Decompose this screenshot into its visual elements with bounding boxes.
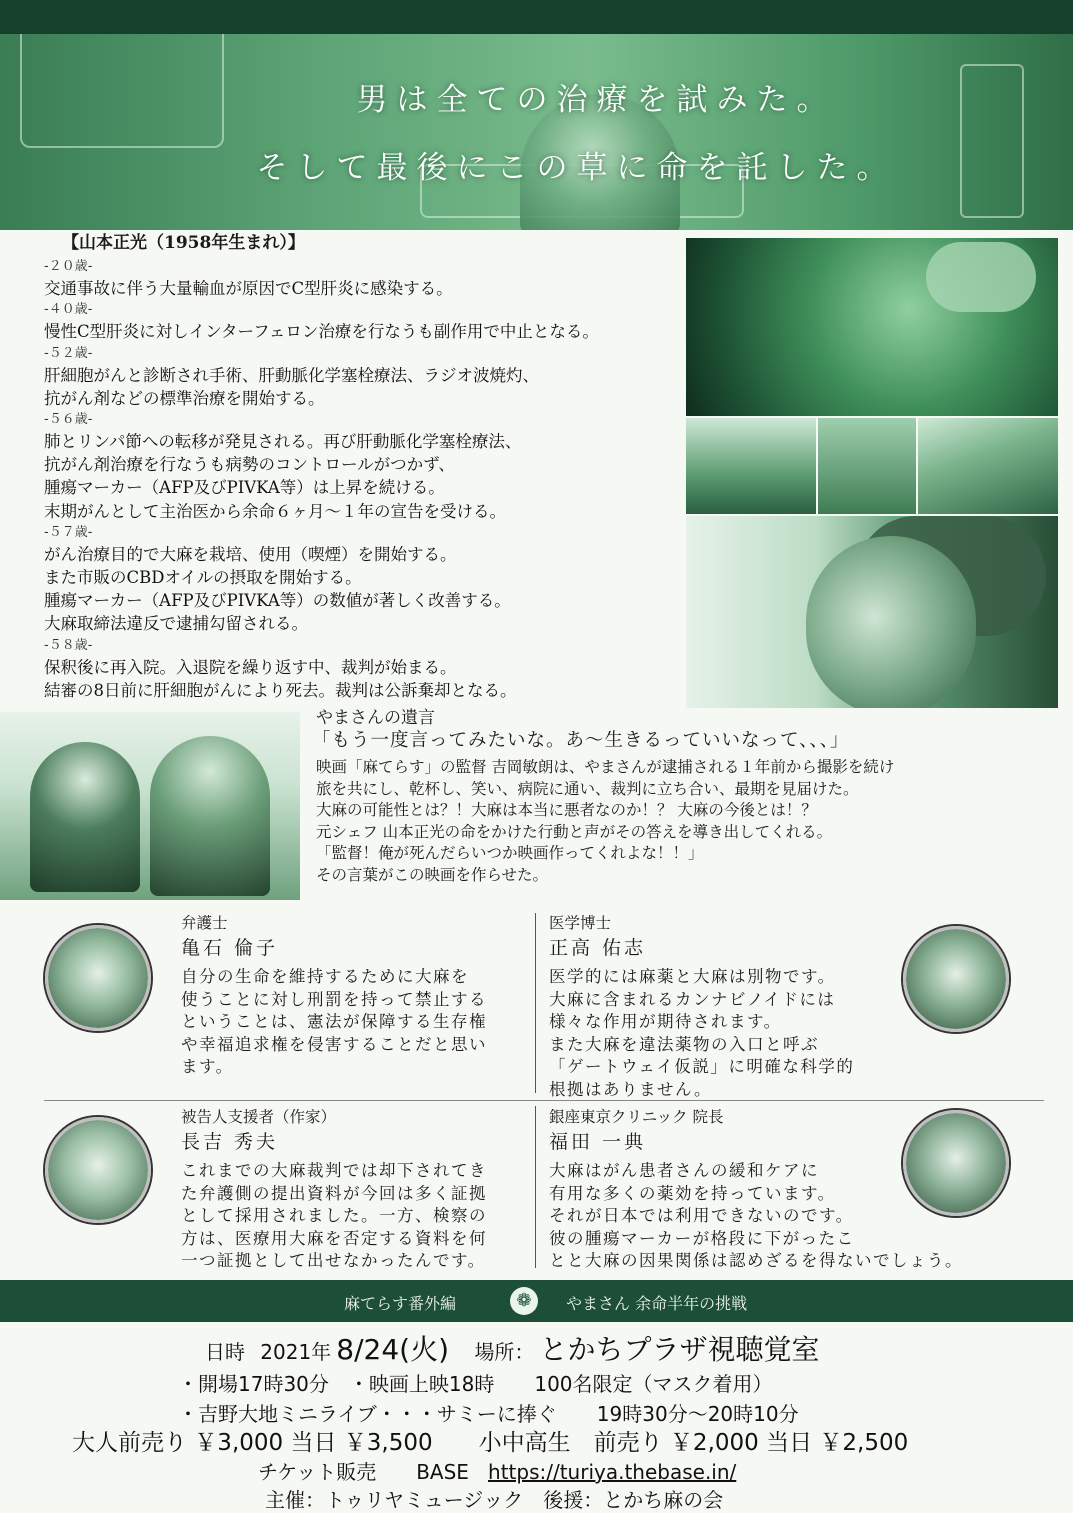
bio-line: 大麻取締法違反で逮捕勾留される。 <box>44 614 308 634</box>
hand-shape <box>926 242 1036 312</box>
comment-line: これまでの大麻裁判では却下されてき <box>181 1161 487 1180</box>
legacy-line: 映画「麻てらす」の監督 吉岡敏朗は、やまさんが逮捕される１年前から撮影を続け <box>316 758 895 776</box>
comment-name: 長吉 秀夫 <box>181 1131 279 1153</box>
portrait-nagayoshi <box>45 1117 151 1223</box>
comment-line: 「ゲートウェイ仮説」に明確な科学的 <box>549 1057 855 1076</box>
bio-line: また市販のCBDオイルの摂取を開始する。 <box>44 568 362 588</box>
comment-line: として採用されました。一方、検察の <box>181 1206 487 1225</box>
bio-line: 交通事故に伴う大量輸血が原因でC型肝炎に感染する。 <box>44 279 453 299</box>
bio-age: -５６歳- <box>44 412 93 428</box>
place-name: とかちプラザ視聴覚室 <box>539 1333 820 1366</box>
organizer-line: 主催：トゥリヤミュージック 後援：とかち麻の会 <box>265 1488 724 1512</box>
comment-card <box>181 911 531 1079</box>
comment-name: 亀石 倫子 <box>181 937 279 959</box>
bio-line: 保釈後に再入院。入退院を繰り返す中、裁判が始まる。 <box>44 657 457 677</box>
band-left-title: 麻てらす番外編 <box>344 1294 457 1313</box>
bio-line: 腫瘍マーカー（AFP及びPIVKA等）は上昇を続ける。 <box>44 478 445 498</box>
bio-age: -５８歳- <box>44 637 93 653</box>
bio-age: -５７歳- <box>44 524 93 540</box>
bio-line: 抗がん剤治療を行なうも病勢のコントロールがつかず、 <box>44 455 455 475</box>
umbrella-photo <box>686 418 816 514</box>
price-line: 大人前売り ￥3,000 当日 ￥3,500 小中高生 前売り ￥2,000 当日 ￥2,500 <box>72 1430 909 1456</box>
comment-line: 大麻に含まれるカンナビノイドには <box>549 989 836 1009</box>
legacy-section <box>312 708 1056 886</box>
comment-role: 銀座東京クリニック 院長 <box>549 1108 724 1126</box>
legacy-line: 大麻の可能性とは？！大麻は本当に悪者なのか！？ 大麻の今後とは！？ <box>316 801 817 819</box>
schedule-line-2: ・吉野大地ミニライブ・・・サミーに捧ぐ 19時30分〜20時10分 <box>178 1402 799 1426</box>
date-year: 2021年 <box>260 1340 332 1364</box>
comment-name: 正高 佑志 <box>549 937 647 959</box>
comment-role: 弁護士 <box>181 914 228 932</box>
schedule-line-1: ・開場17時30分 ・映画上映18時 100名限定（マスク着用） <box>178 1372 773 1396</box>
comment-line: ということは、憲法が保障する生存権 <box>181 1012 487 1031</box>
person-left-shape <box>30 742 140 892</box>
comment-card <box>549 911 889 1101</box>
comment-role: 医学博士 <box>549 914 612 932</box>
divider-vertical <box>535 1106 536 1268</box>
band-right-title: やまさん 余命半年の挑戦 <box>566 1294 748 1313</box>
legacy-heading: やまさんの遺言 <box>316 708 435 728</box>
comment-line: 方は、医療用大麻を否定する資料を何 <box>181 1228 487 1248</box>
bio-line: 慢性C型肝炎に対しインターフェロン治療を行なうも副作用で中止となる。 <box>44 322 599 342</box>
ticket-url-link[interactable]: https://turiya.thebase.in/ <box>488 1460 737 1484</box>
portrait-kameishi <box>45 925 151 1031</box>
bio-line: 結審の8日前に肝細胞がんにより死去。裁判は公訴棄却となる。 <box>44 680 517 700</box>
cannabis-leaf-photo <box>686 238 1058 416</box>
comment-line: 使うことに対し刑罰を持って禁止する <box>181 989 487 1009</box>
comment-line: また大麻を違法薬物の入口と呼ぶ <box>549 1034 819 1054</box>
hero-banner <box>0 34 1073 230</box>
bio-line: がん治療目的で大麻を栽培、使用（喫煙）を開始する。 <box>44 544 457 564</box>
bio-age: -４０歳- <box>44 302 93 318</box>
portrait-masataka <box>903 926 1009 1032</box>
bio-age: -２０歳- <box>44 259 93 275</box>
comment-card <box>181 1105 531 1273</box>
bio-line: 肺とリンパ節への転移が発見される。再び肝動脈化学塞栓療法、 <box>44 432 522 452</box>
comment-line: や幸福追求権を侵害することだと思い <box>181 1034 487 1054</box>
comment-line: 彼の腫瘍マーカーが格段に下がったこ <box>549 1228 855 1248</box>
photo-collage <box>686 238 1058 708</box>
biography <box>44 232 684 702</box>
hero-line-2: そして最後にこの草に命を託した。 <box>256 150 897 186</box>
comment-line: それが日本では利用できないのです。 <box>549 1206 854 1225</box>
top-strip <box>0 0 1073 34</box>
comment-line: 様々な作用が期待されます。 <box>549 1012 782 1031</box>
comment-line: 医学的には麻薬と大麻は別物です。 <box>549 967 836 986</box>
face-shape <box>806 536 976 708</box>
place-label: 場所： <box>474 1340 535 1364</box>
comment-line: 大麻はがん患者さんの緩和ケアに <box>549 1161 819 1180</box>
comment-name: 福田 一典 <box>549 1131 647 1153</box>
comment-line: た弁護側の提出資料が今回は多く証拠 <box>181 1183 487 1203</box>
person-right-camera-shape <box>150 736 270 896</box>
divider-horizontal <box>44 1100 1044 1101</box>
comment-line: 有用な多くの薬効を持っています。 <box>549 1183 836 1203</box>
title-band <box>0 1280 1073 1322</box>
legacy-line: 旅を共にし、乾杯し、笑い、病院に通い、裁判に立ち合い、最期を見届けた。 <box>316 779 859 798</box>
bio-line: 末期がんとして主治医から余命６ヶ月〜１年の宣告を受ける。 <box>44 501 506 521</box>
date-main: 8/24(火) <box>336 1333 449 1366</box>
date-place-row <box>205 1328 820 1368</box>
comment-card <box>549 1105 969 1273</box>
drinking-man-photo <box>918 418 1058 514</box>
bio-age: -５２歳- <box>44 345 93 361</box>
ticket-label: チケット販売 BASE <box>258 1460 469 1484</box>
bio-heading: 【山本正光（1958年生まれ）】 <box>62 233 305 253</box>
two-men-photo <box>0 712 300 900</box>
man-profile-photo <box>686 516 1058 708</box>
comment-line: 一つ証拠として出せなかったんです。 <box>181 1251 486 1270</box>
hero-line-1: 男は全ての治療を試みた。 <box>356 82 837 118</box>
comment-line: 根拠はありません。 <box>549 1079 712 1099</box>
legacy-line: 元シェフ 山本正光の命をかけた行動と声がその答えを導き出してくれる。 <box>316 822 833 841</box>
divider-vertical <box>535 913 536 1093</box>
comment-line: 自分の生命を維持するために大麻を <box>181 967 469 986</box>
legacy-quote: 「もう一度言ってみたいな。あ〜生きるっていいなって、、、」 <box>312 729 850 751</box>
comment-line: ます。 <box>181 1057 234 1076</box>
ticket-row <box>258 1456 736 1485</box>
bio-line: 肝細胞がんと診断され手術、肝動脈化学塞栓療法、ラジオ波焼灼、 <box>44 365 539 385</box>
comment-role: 被告人支援者（作家） <box>181 1108 337 1126</box>
bio-line: 抗がん剤などの標準治療を開始する。 <box>44 388 325 408</box>
comment-line: とと大麻の因果関係は認めざるを得ないでしょう。 <box>549 1251 963 1270</box>
date-label: 日時 <box>205 1340 245 1364</box>
flower-emblem-icon: ❁ <box>510 1287 538 1315</box>
portrait-fukuda <box>903 1110 1009 1216</box>
legacy-line: 「監督！俺が死んだらいつか映画作ってくれよな！！」 <box>316 844 704 862</box>
legacy-line: その言葉がこの映画を作らせた。 <box>316 865 549 884</box>
standing-man-photo <box>818 418 916 514</box>
bio-line: 腫瘍マーカー（AFP及びPIVKA等）の数値が著しく改善する。 <box>44 591 511 611</box>
